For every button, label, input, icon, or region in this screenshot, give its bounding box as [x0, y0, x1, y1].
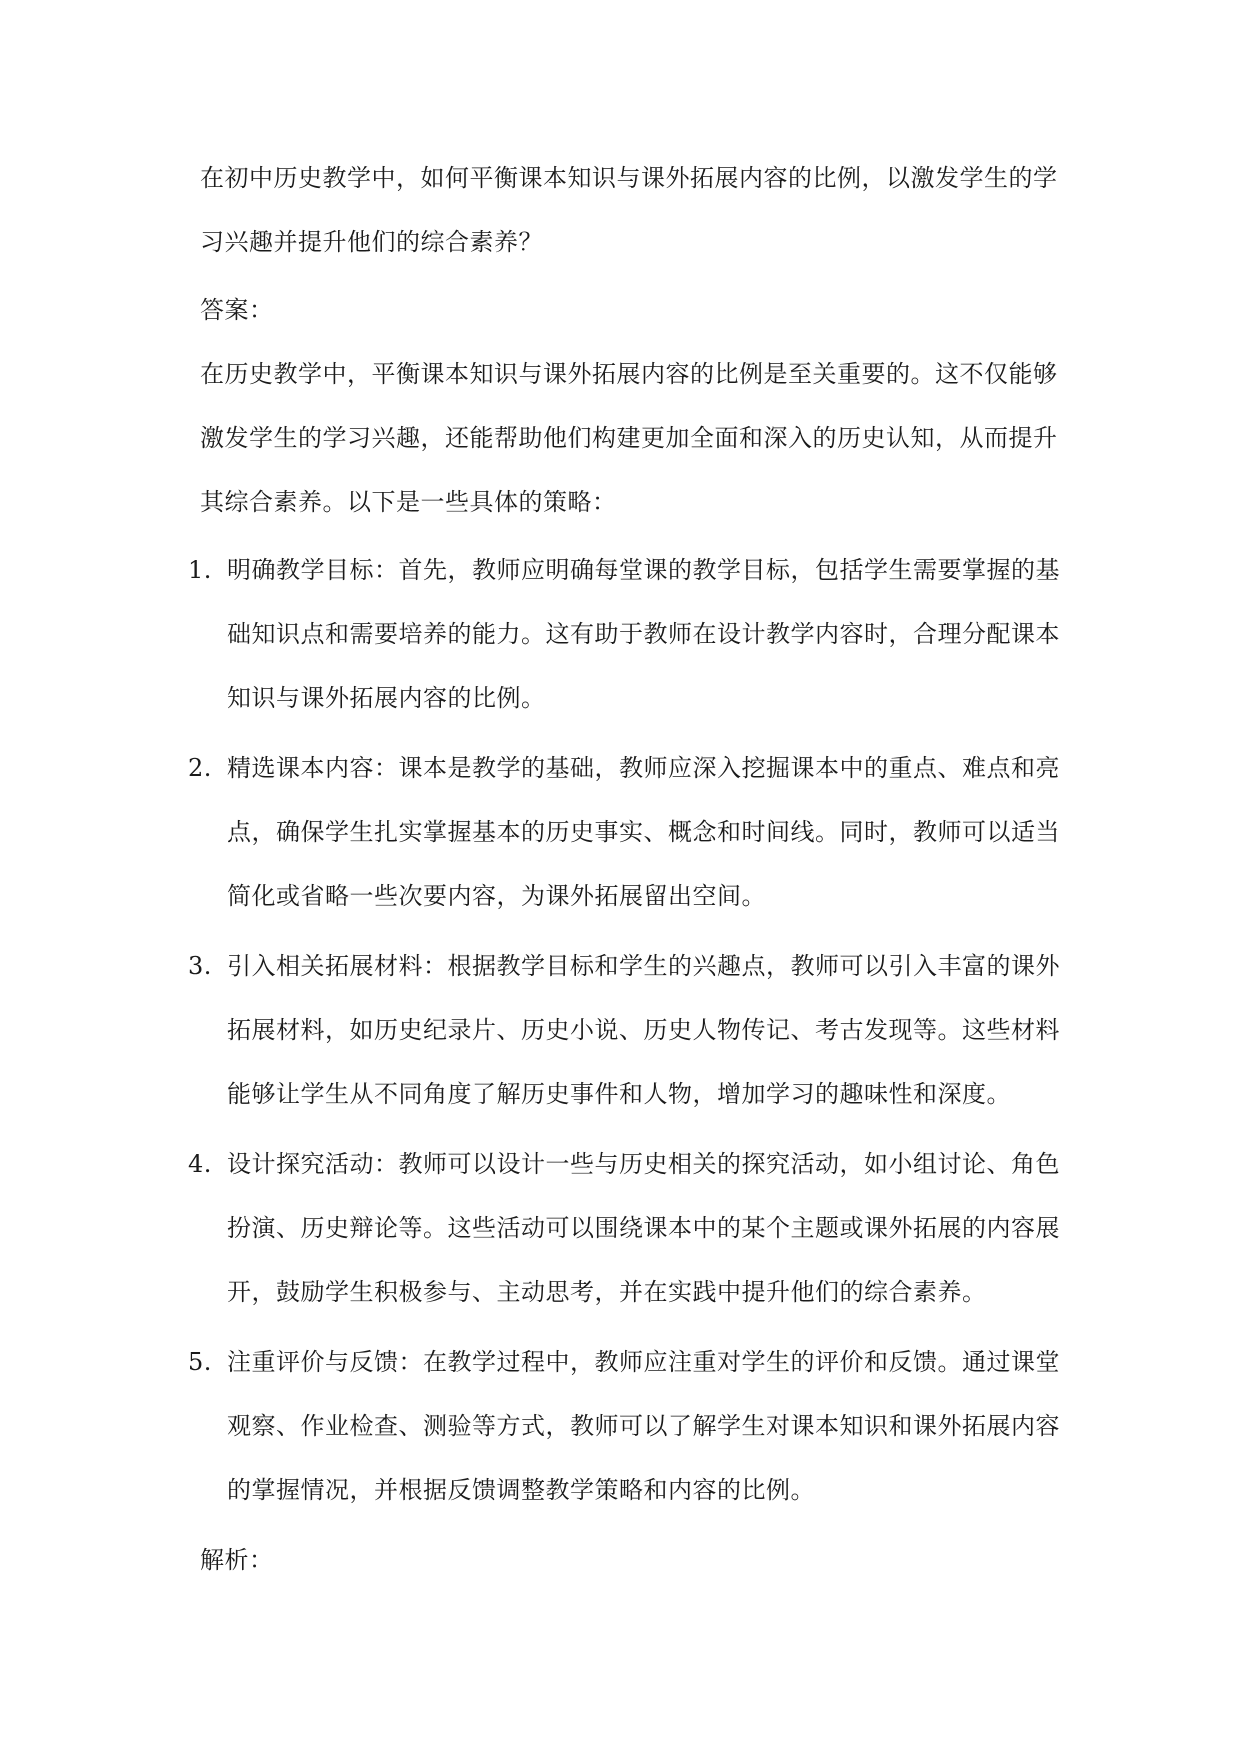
strategy-item: [188, 934, 1080, 1126]
strategy-list: [188, 538, 1080, 1522]
answer-label: 答案：: [200, 296, 274, 324]
strategy-text: 注重评价与反馈：在教学过程中，教师应注重对学生的评价和反馈。通过课堂观察、作业检查、测验等方式，教师可以了解学生对课本知识和课外拓展内容的掌握情况，并根据反馈调整教学策略和内容的比例。: [227, 1348, 1060, 1504]
analysis-label: 解析：: [200, 1546, 274, 1574]
document-body: [188, 146, 1080, 1592]
strategy-text: 明确教学目标：首先，教师应明确每堂课的教学目标，包括学生需要掌握的基础知识点和需要培养的能力。这有助于教师在设计教学内容时，合理分配课本知识与课外拓展内容的比例。: [227, 556, 1060, 712]
strategy-item: [188, 736, 1080, 928]
strategy-text: 精选课本内容：课本是教学的基础，教师应深入挖掘课本中的重点、难点和亮点，确保学生扎实掌握基本的历史事实、概念和时间线。同时，教师可以适当简化或省略一些次要内容，为课外拓展留出空间。: [227, 754, 1060, 910]
strategy-number: 4.: [188, 1150, 212, 1178]
strategy-item: [188, 1330, 1080, 1522]
answer-intro: 在历史教学中，平衡课本知识与课外拓展内容的比例是至关重要的。这不仅能够激发学生的学习兴趣，还能帮助他们构建更加全面和深入的历史认知，从而提升其综合素养。以下是一些具体的策略：: [200, 360, 1058, 516]
strategy-item: [188, 538, 1080, 730]
strategy-number: 5.: [188, 1348, 212, 1376]
strategy-number: 3.: [188, 952, 212, 980]
strategy-number: 2.: [188, 754, 212, 782]
strategy-text: 设计探究活动：教师可以设计一些与历史相关的探究活动，如小组讨论、角色扮演、历史辩论等。这些活动可以围绕课本中的某个主题或课外拓展的内容展开，鼓励学生积极参与、主动思考，并在实践中提升他们的综合素养。: [227, 1150, 1060, 1306]
strategy-text: 引入相关拓展材料：根据教学目标和学生的兴趣点，教师可以引入丰富的课外拓展材料，如历史纪录片、历史小说、历史人物传记、考古发现等。这些材料能够让学生从不同角度了解历史事件和人物，增加学习的趣味性和深度。: [227, 952, 1060, 1108]
strategy-number: 1.: [188, 556, 212, 584]
question-text: 在初中历史教学中，如何平衡课本知识与课外拓展内容的比例，以激发学生的学习兴趣并提升他们的综合素养？: [200, 164, 1058, 256]
strategy-item: [188, 1132, 1080, 1324]
